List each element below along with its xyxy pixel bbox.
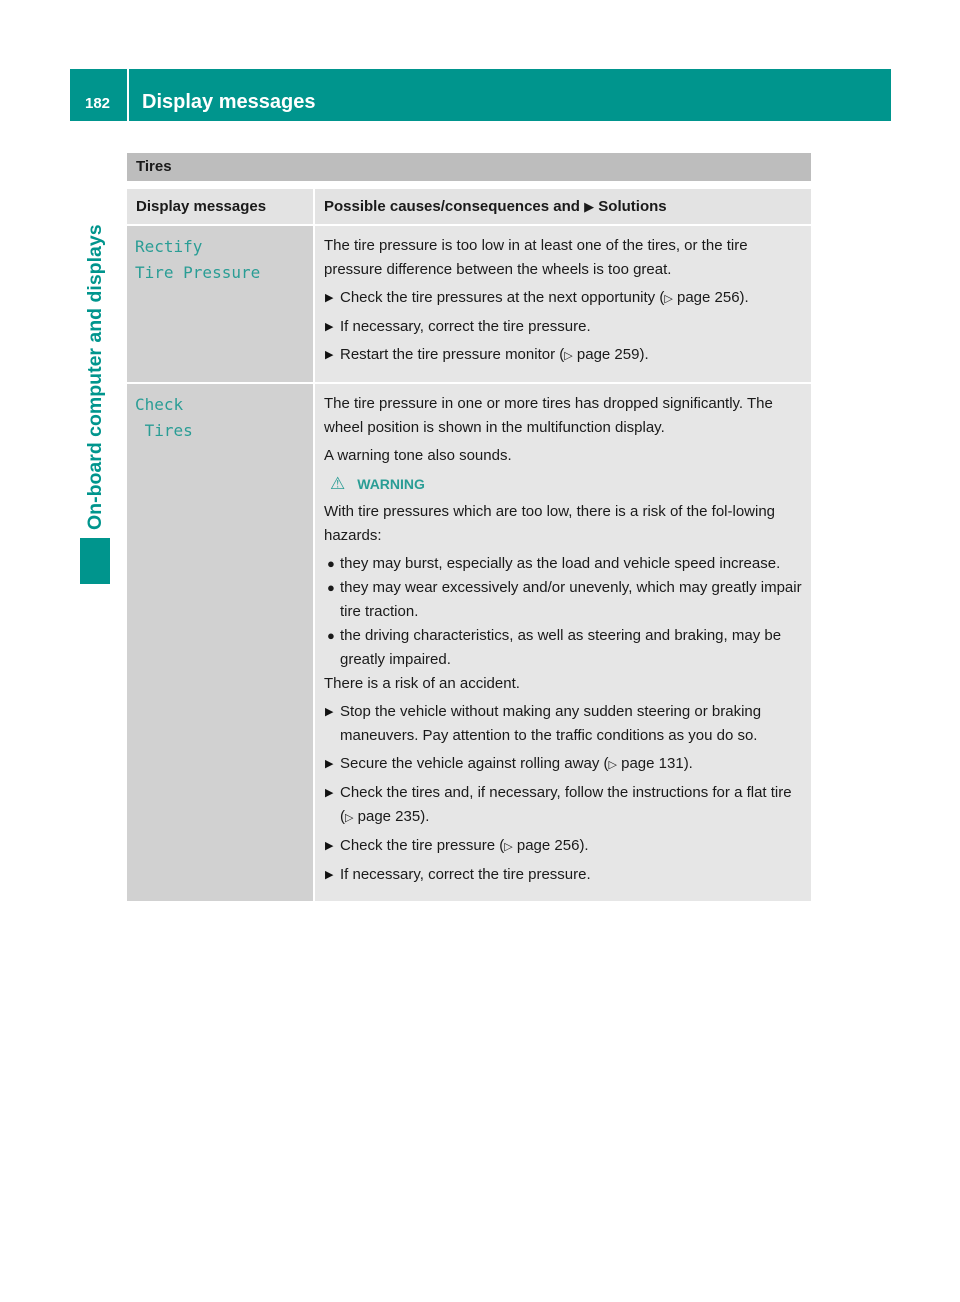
bullet-icon: ● bbox=[327, 580, 335, 595]
message-line-1: Check bbox=[135, 395, 184, 414]
hazard-text: they may wear excessively and/or unevenly, which may greatly impair tire traction. bbox=[340, 579, 802, 620]
col-header-solutions-text: Solutions bbox=[598, 198, 667, 215]
solution-cell bbox=[315, 226, 811, 382]
cause-text: The tire pressure is too low in at least one of the tires, or the tire pressure difference between the wheels is too great. bbox=[324, 237, 748, 278]
page-ref[interactable]: page 235). bbox=[357, 808, 430, 825]
step-item bbox=[324, 863, 807, 887]
warning-triangle-icon: ⚠ bbox=[330, 474, 346, 493]
cause-text: A warning tone also sounds. bbox=[324, 447, 512, 464]
message-cell bbox=[127, 384, 313, 901]
page-ref-icon: ▷ bbox=[608, 759, 617, 771]
page-ref[interactable]: page 131). bbox=[621, 755, 693, 772]
cause-text: The tire pressure in one or more tires has dropped significantly. The wheel position is shown in the multifunction display. bbox=[324, 395, 773, 436]
step-arrow-icon: ▶ bbox=[325, 869, 334, 881]
step-item bbox=[324, 752, 807, 777]
page-header bbox=[70, 69, 891, 121]
section-title bbox=[127, 153, 811, 181]
step-item bbox=[324, 315, 807, 339]
page-ref[interactable]: page 259). bbox=[576, 346, 649, 363]
bullet-icon: ● bbox=[327, 628, 335, 643]
step-text: Restart the tire pressure monitor ( bbox=[340, 346, 565, 363]
page-ref-icon: ▷ bbox=[664, 293, 673, 305]
step-arrow-icon: ▶ bbox=[325, 758, 334, 770]
hazard-text: the driving characteristics, as well as steering and braking, may be greatly impaired. bbox=[340, 627, 782, 668]
step-item bbox=[324, 834, 807, 859]
solution-cell bbox=[315, 384, 811, 901]
step-arrow-icon: ▶ bbox=[325, 349, 334, 361]
table-row bbox=[127, 384, 811, 901]
step-text: If necessary, correct the tire pressure. bbox=[340, 866, 591, 883]
step-arrow-icon: ▶ bbox=[325, 706, 334, 718]
warning-heading bbox=[324, 472, 807, 496]
page-ref-icon: ▷ bbox=[345, 812, 354, 824]
step-item bbox=[324, 343, 807, 368]
step-arrow-icon: ▶ bbox=[325, 292, 334, 304]
col-header-messages: Display messages bbox=[127, 189, 313, 224]
section-title-text: Tires bbox=[136, 158, 172, 175]
message-line-2: Tire Pressure bbox=[135, 263, 261, 282]
step-text: Check the tire pressure ( bbox=[340, 837, 505, 854]
step-item bbox=[324, 700, 807, 748]
table-header-row bbox=[127, 189, 811, 224]
risk-text: There is a risk of an accident. bbox=[324, 675, 520, 692]
hazard-text: they may burst, especially as the load and vehicle speed increase. bbox=[340, 555, 781, 572]
page-ref[interactable]: page 256). bbox=[676, 289, 749, 306]
hazard-item bbox=[324, 576, 807, 624]
step-item bbox=[324, 781, 807, 830]
col-header-causes-text: Possible causes/consequences and bbox=[324, 198, 580, 215]
message-line-1: Rectify bbox=[135, 237, 203, 256]
step-arrow-icon: ▶ bbox=[325, 787, 334, 799]
bullet-icon: ● bbox=[327, 556, 335, 571]
step-item bbox=[324, 286, 807, 311]
step-arrow-icon: ▶ bbox=[325, 321, 334, 333]
messages-table bbox=[127, 189, 811, 901]
hazard-item bbox=[324, 552, 807, 576]
arrow-right-icon: ▶ bbox=[584, 199, 595, 214]
step-arrow-icon: ▶ bbox=[325, 840, 334, 852]
warning-label: WARNING bbox=[357, 476, 425, 492]
page-number: 182 bbox=[84, 95, 111, 112]
header-divider bbox=[127, 69, 129, 121]
hazard-item bbox=[324, 624, 807, 672]
page-ref-icon: ▷ bbox=[564, 350, 573, 362]
warning-intro: With tire pressures which are too low, there is a risk of the fol-lowing hazards: bbox=[324, 503, 776, 544]
step-text: Check the tires and, if necessary, follow the instructions for a flat tire ( bbox=[340, 784, 792, 825]
side-tab-marker bbox=[80, 538, 110, 584]
step-text: Check the tire pressures at the next opportunity ( bbox=[340, 289, 665, 306]
step-text: If necessary, correct the tire pressure. bbox=[340, 318, 591, 335]
step-text: Stop the vehicle without making any sudden steering or braking maneuvers. Pay attention to the traffic conditions as you do so. bbox=[340, 703, 762, 744]
table-row bbox=[127, 226, 811, 382]
page-title: Display messages bbox=[142, 91, 316, 113]
col-header-causes bbox=[315, 189, 811, 224]
side-tab bbox=[80, 130, 110, 584]
message-line-2: Tires bbox=[135, 421, 193, 440]
page-ref[interactable]: page 256). bbox=[516, 837, 589, 854]
side-tab-label: On-board computer and displays bbox=[84, 224, 106, 530]
step-text: Secure the vehicle against rolling away ( bbox=[340, 755, 609, 772]
message-cell bbox=[127, 226, 313, 382]
page-ref-icon: ▷ bbox=[504, 841, 513, 853]
